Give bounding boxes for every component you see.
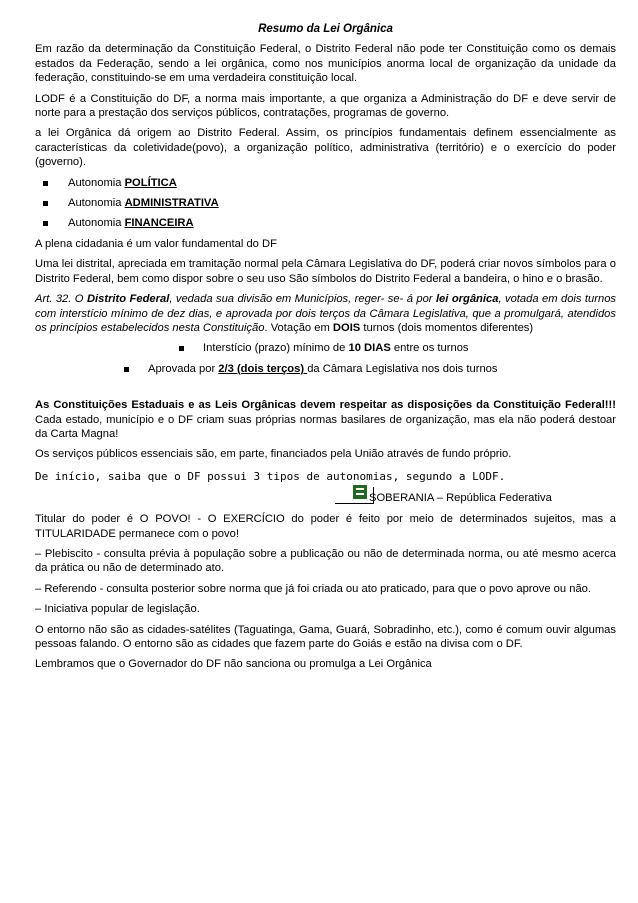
art32-part-e: , votada em dois turnos com interstício mínimo de dez dias, e aprovada por dois terços da Câmara Legislativa, que a promulgará, atendidos os princípios estabelecidos nesta Constituição — [35, 293, 617, 334]
art32-part-g: DOIS — [332, 321, 361, 334]
square-bullet-icon — [179, 346, 184, 351]
paragraph-lodf: LODF é a Constituição do DF, a norma mais importante, a que organiza a Administração do DF e deve servir de norte para a prestação dos serviços públicos, contratações, programas de governo. — [35, 92, 616, 120]
soberania-row — [35, 486, 616, 506]
interstício-part-c: entre os turnos — [390, 342, 469, 355]
aprovacao-part-c: da Câmara Legislativa nos dois turnos — [307, 362, 498, 375]
paragraph-simbolos: Uma lei distrital, apreciada em tramitação normal pela Câmara Legislativa do DF, poderá criar novos símbolos para o Distrito Federal, bem como dispor sobre o seu uso São símbolos do Distrito Federal a bandeira, o hino e o brasão. — [35, 258, 616, 285]
document-page — [35, 22, 616, 678]
square-bullet-icon — [43, 181, 48, 186]
constituicoes-bold: As Constituições Estaduais e as Leis Orgânicas devem respeitar as disposições da Constituição Federal!!! — [35, 399, 616, 412]
paragraph-servicos: Os serviços públicos essenciais são, em parte, financiados pela União através de fundo próprio. — [35, 448, 512, 461]
paragraph-entorno: O entorno não são as cidades-satélites (Taguatinga, Gama, Guará, Sobradinho, etc.), como é comum ouvir algumas pessoas falando. O entorno são as cidades que fazem parte do Goiás e estão na divisa com o DF. — [35, 623, 616, 650]
aprovacao-bullet — [35, 362, 616, 376]
paragraph-constituicoes — [35, 398, 616, 441]
autonomias-intro: De início, saiba que o DF possui 3 tipos de autonomias, segundo a LODF. — [35, 469, 506, 483]
autonomia-list — [35, 176, 616, 231]
paragraph-cidadania: A plena cidadania é um valor fundamental do DF — [35, 237, 277, 250]
paragraph-iniciativa: – Iniciativa popular de legislação. — [35, 603, 200, 616]
art32-part-c: , vedada sua divisão em Municípios, reger- se- á por — [169, 293, 436, 306]
list-item-prefix: Autonomia — [68, 176, 125, 189]
list-item — [35, 196, 616, 210]
list-item-prefix: Autonomia — [68, 197, 125, 210]
aprovacao-part-a: Aprovada por — [148, 362, 219, 375]
interstício-part-b: 10 DIAS — [348, 342, 391, 355]
square-bullet-icon — [43, 201, 48, 206]
art32-part-h: turnos (dois momentos diferentes) — [360, 321, 534, 334]
art32-part-b: Distrito Federal — [86, 293, 170, 306]
list-item-key: ADMINISTRATIVA — [124, 197, 219, 210]
interstício-bullet — [35, 341, 616, 355]
square-bullet-icon — [43, 221, 48, 226]
art32-part-d: lei orgânica — [435, 293, 499, 306]
art32-part-f: . Votação em — [264, 321, 333, 334]
square-bullet-icon — [124, 367, 129, 372]
paragraph-referendo: – Referendo - consulta posterior sobre norma que já foi criada ou ato praticado, para que o povo aprove ou não. — [35, 582, 591, 595]
list-item — [35, 176, 616, 190]
list-item-key: POLÍTICA — [124, 176, 177, 189]
document-title: Resumo da Lei Orgânica — [258, 23, 393, 35]
not-equal-icon — [353, 485, 367, 499]
list-item-prefix: Autonomia — [68, 217, 125, 230]
art32-part-a: Art. 32. O — [35, 293, 87, 306]
paragraph-lei-organica: a lei Orgânica dá origem ao Distrito Federal. Assim, os princípios fundamentais definem essencialmente as características da coletividade(povo), a organização político, administrativa (território) e o exercício do poder (governo). — [35, 127, 616, 169]
interstício-part-a: Interstício (prazo) mínimo de — [203, 342, 349, 355]
list-item-key: FINANCEIRA — [124, 217, 194, 230]
paragraph-art32 — [35, 292, 616, 335]
soberania-label: SOBERANIA – República Federativa — [369, 492, 552, 505]
constituicoes-rest: Cada estado, município e o DF criam suas próprias normas basilares de organização, mas ela não poderá destoar da Carta Magna! — [35, 413, 616, 440]
paragraph-governador: Lembramos que o Governador do DF não sanciona ou promulga a Lei Orgânica — [35, 658, 432, 671]
aprovacao-part-b: 2/3 (dois terços) — [218, 362, 308, 375]
paragraph-plebiscito: – Plebiscito - consulta prévia à população sobre a publicação ou não de determinada norma, ou até mesmo acerca da prática ou não de determinado ato. — [35, 547, 616, 575]
list-item — [35, 216, 616, 230]
paragraph-intro: Em razão da determinação da Constituição Federal, o Distrito Federal não pode ter Constituição como os demais estados da Federação, sendo a lei orgânica, como nos municípios anorma local de organização da unidade da federação, constituindo-se em uma verdadeira constituição local. — [35, 43, 616, 85]
paragraph-titular: Titular do poder é O POVO! - O EXERCÍCIO do poder é feito por meio de determinados sujeitos, mas a TITULARIDADE permanece com o povo! — [35, 513, 616, 540]
